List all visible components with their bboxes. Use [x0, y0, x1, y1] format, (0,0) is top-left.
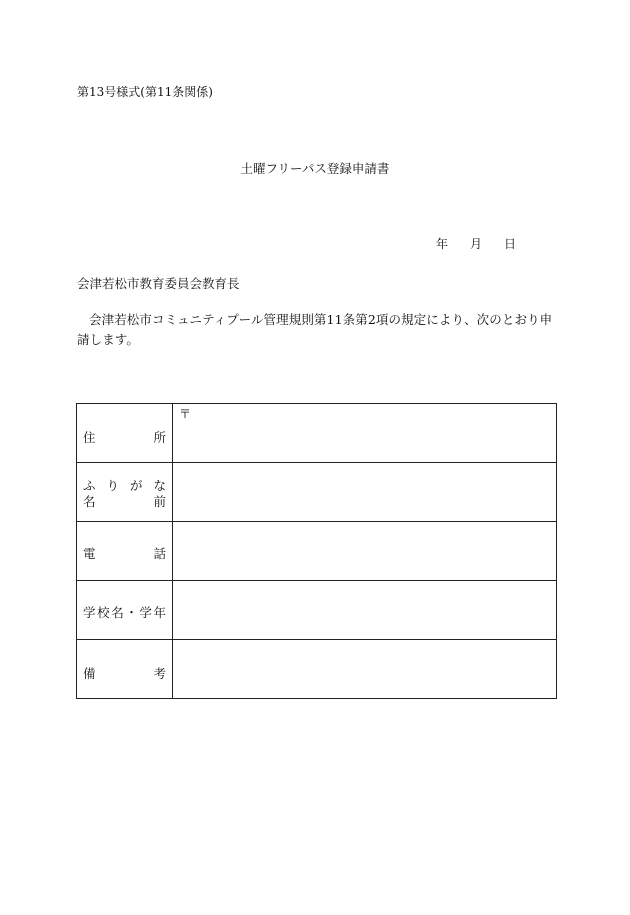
school-grade-field[interactable] — [173, 581, 557, 640]
label-char: 住 — [83, 430, 96, 445]
address-label-cell — [77, 404, 173, 463]
name-field[interactable] — [173, 463, 557, 522]
label-char: 話 — [153, 546, 166, 561]
address-label — [83, 428, 166, 446]
label-char: り — [106, 478, 119, 493]
label-char: 考 — [153, 666, 166, 681]
phone-label — [83, 544, 166, 562]
phone-field[interactable] — [173, 522, 557, 581]
postal-mark: 〒 — [179, 407, 192, 421]
label-char: 前 — [153, 494, 166, 509]
label-char: 備 — [83, 666, 96, 681]
name-label — [83, 492, 166, 510]
date-day-label: 日 — [504, 237, 517, 251]
label-char: 学 — [83, 605, 96, 620]
school-label-cell — [77, 581, 173, 640]
label-char: 年 — [153, 605, 166, 620]
label-char: 所 — [153, 430, 166, 445]
remarks-label — [83, 664, 166, 682]
body-text: 会津若松市コミュニティプール管理規則第11条第2項の規定により、次のとおり申請します。 — [77, 312, 553, 347]
remarks-label-cell — [77, 640, 173, 699]
label-char: ふ — [83, 478, 96, 493]
label-char: ・ — [125, 605, 138, 620]
application-form-table — [76, 403, 557, 699]
addressee: 会津若松市教育委員会教育長 — [77, 276, 240, 291]
label-char: な — [153, 478, 166, 493]
table-row-name — [77, 463, 557, 522]
school-grade-label — [83, 603, 166, 621]
address-field[interactable] — [173, 404, 557, 463]
label-char: 校 — [97, 605, 110, 620]
date-year-label: 年 — [436, 237, 449, 251]
label-char: 学 — [139, 605, 152, 620]
table-row-school — [77, 581, 557, 640]
label-char: が — [129, 478, 143, 493]
table-row-remarks — [77, 640, 557, 699]
table-row-phone — [77, 522, 557, 581]
table-row-address — [77, 404, 557, 463]
label-char: 名 — [111, 605, 124, 620]
date-month-label: 月 — [470, 237, 483, 251]
remarks-field[interactable] — [173, 640, 557, 699]
phone-label-cell — [77, 522, 173, 581]
label-char: 電 — [83, 546, 96, 561]
name-label-cell — [77, 463, 173, 522]
label-char: 名 — [83, 494, 96, 509]
date-line — [436, 235, 516, 252]
document-title: 土曜フリーパス登録申請書 — [240, 161, 390, 176]
form-number: 第13号様式(第11条関係) — [77, 85, 213, 99]
